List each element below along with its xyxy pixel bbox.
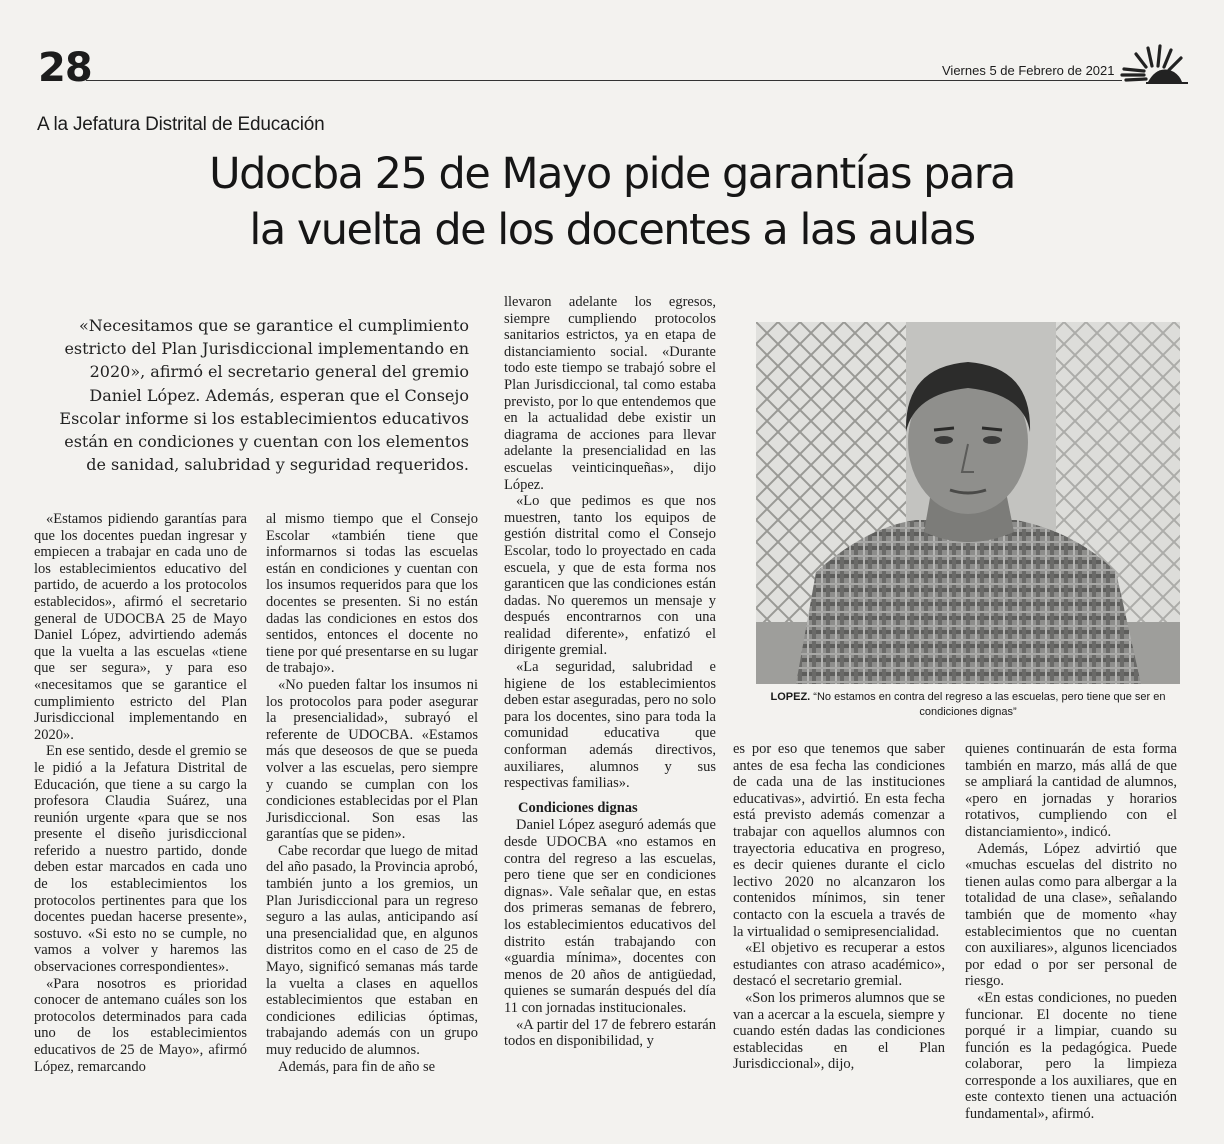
paragraph: Además, López advirtió que «muchas escuelas del distrito no tienen aulas como para albergar a la totalidad de una clase», señalando también que de momento «hay establecimientos que no cuentan con auxiliares», algunos licenciados por edad o por ser personal de riesgo. (965, 840, 1177, 990)
article-kicker: A la Jefatura Distrital de Educación (37, 114, 325, 135)
headline-line-2: la vuelta de los docentes a las aulas (249, 205, 975, 255)
paragraph: «El objetivo es recuperar a estos estudiantes con atraso académico», destacó el secretario gremial. (733, 940, 945, 990)
body-column-2 (266, 511, 478, 1131)
sun-logo-icon (1118, 42, 1192, 90)
caption-text: “No estamos en contra del regreso a las escuelas, pero tiene que ser en condiciones dignas” (810, 691, 1166, 718)
headline-line-1: Udocba 25 de Mayo pide garantías para (209, 149, 1015, 199)
paragraph: Daniel López aseguró además que desde UDOCBA «no estamos en contra del regreso a las escuelas, pero tiene que ser en condiciones dignas». Vale señalar que, en estas dos primeras semanas de febrero, los establecimientos educativos del distrito están trabajando con «guardia mínima», docentes con menos de 20 años de antigüedad, quienes se sumarán después del día 11 con jornadas institucionales. (504, 817, 716, 1016)
paragraph: «A partir del 17 de febrero estarán todos en disponibilidad, y (504, 1016, 716, 1050)
page-date: Viernes 5 de Febrero de 2021 (942, 63, 1115, 78)
header-rule (86, 80, 1122, 81)
paragraph: «Son los primeros alumnos que se van a acercar a la escuela, siempre y cuando estén dadas las condiciones establecidas en el Plan Jurisdiccional», dijo, (733, 989, 945, 1073)
paragraph: «Estamos pidiendo garantías para que los docentes puedan ingresar y empiecen a trabajar en cada uno de los establecimientos educativo del partido, de acuerdo a los protocolos establecidos», afirmó el secretario general de UDOCBA 25 de Mayo Daniel López, advirtiendo además que la vuelta a las escuelas «tiene que ser segura», y para eso «necesitamos que se garantice el cumplimiento estricto del Plan Jurisdiccional implementando en 2020». (34, 511, 247, 743)
paragraph: quienes continuarán de esta forma también en marzo, más allá de que se ampliará la cantidad de alumnos, «pero en jornadas y horarios rotativos, cumpliendo con el distanciamiento», indicó. (965, 741, 1177, 840)
caption-name: LOPEZ. (770, 691, 811, 703)
paragraph: es por eso que tenemos que saber antes de esa fecha las condiciones de cada una de las instituciones educativas», advirtió. En esta fecha está previsto además comenzar a trabajar con aquellos alumnos con trayectoria educativa en progreso, es decir quienes durante el ciclo lectivo 2020 no alcanzaron los contenidos mínimos, sin tener contacto con la escuela a través de la virtualidad o semipresencialidad. (733, 741, 945, 940)
page-number: 28 (38, 45, 92, 91)
body-column-4 (733, 741, 945, 1131)
paragraph: Además, para fin de año se (278, 1058, 436, 1075)
paragraph: «La seguridad, salubridad e higiene de los establecimientos deben estar aseguradas, pero no solo para los docentes, sino para toda la comunidad educativa que conforman además directivos, auxiliares, alumnos y sus respectivas familias». (504, 659, 716, 792)
paragraph: al mismo tiempo que el Consejo Escolar «también tiene que informarnos si todas las escuelas están en condiciones y cuentan con los insumos requeridos para que los docentes se presenten. Si no están dadas las condiciones en estos dos sentidos, entonces el docente no tiene por qué presentarse en su lugar de trabajo». (266, 511, 478, 677)
paragraph: En ese sentido, desde el gremio se le pidió a la Jefatura Distrital de Educación, que tiene a su cargo la profesora Claudia Suárez, una reunión urgente «para que se nos presente el diseño jurisdiccional referido a nuestro partido, donde deben estar marcados en cada uno de los establecimientos los protocolos pertinentes para que los docentes puedan hacerse presente», sostuvo. «Si esto no se cumple, no vamos a volver y haremos las observaciones correspondientes». (34, 743, 247, 976)
portrait-photo (756, 322, 1180, 684)
article-headline (40, 146, 1184, 258)
paragraph: «Lo que pedimos es que nos muestren, tanto los equipos de gestión distrital como el Consejo Escolar, todo lo proyectado en cada escuela, y que de esta forma nos garanticen que las condiciones están dadas. No queremos un mensaje y después encontrarnos con una realidad diferente», enfatizó el dirigente gremial. (504, 493, 716, 659)
paragraph: llevaron adelante los egresos, siempre cumpliendo protocolos sanitarios estrictos, ya en etapa de distanciamiento social. «Durante todo este tiempo se trabajó sobre el Plan Jurisdiccional, tal como estaba previsto, por lo que entendemos que en la actualidad debe existir un diagrama de acciones para llevar adelante la presencialidad en las escuelas veinticinqueñas», dijo López. (504, 294, 716, 493)
body-column-3 (504, 294, 716, 1131)
subheading: Condiciones dignas (518, 799, 638, 816)
body-column-5 (965, 741, 1177, 1131)
paragraph: «Para nosotros es prioridad conocer de antemano cuáles son los protocolos determinados para cada uno de los establecimientos educativos de 25 de Mayo», afirmó López, remarcando (34, 975, 247, 1075)
paragraph: «En estas condiciones, no pueden funcionar. El docente no tiene porqué ir a limpiar, cuando su función es la pedagógica. Puede colaborar, pero la limpieza corresponde a los auxiliares, que en este contexto tienen una actuación fundamental», afirmó. (965, 989, 1177, 1123)
body-column-1 (34, 511, 247, 1131)
photo-caption (756, 690, 1180, 720)
paragraph: Cabe recordar que luego de mitad del año pasado, la Provincia aprobó, también junto a los gremios, un Plan Jurisdiccional para un regreso seguro a las aulas, anticipando así una presencialidad que, en algunos distritos como en el caso de 25 de Mayo, significó semanas más tarde la vuelta a clases en aquellos establecimientos que estaban en condiciones edilicias óptimas, trabajando además con un grupo muy reducido de alumnos. (266, 842, 478, 1058)
article-lead: «Necesitamos que se garantice el cumplimiento estricto del Plan Jurisdiccional implementando en 2020», afirmó el secretario general del gremio Daniel López. Además, esperan que el Consejo Escolar informe si los establecimientos educativos están en condiciones y cuentan con los elementos de sanidad, salubridad y seguridad requeridos. (59, 316, 469, 475)
paragraph: «No pueden faltar los insumos ni los protocolos para poder asegurar la presencialidad», subrayó el referente de UDOCBA. «Estamos más que deseosos de que se pueda volver a las escuelas, pero siempre y cuando se cumplan con los condiciones establecidas por el Plan Jurisdiccional. Son esas las garantías que se piden». (266, 676, 478, 843)
